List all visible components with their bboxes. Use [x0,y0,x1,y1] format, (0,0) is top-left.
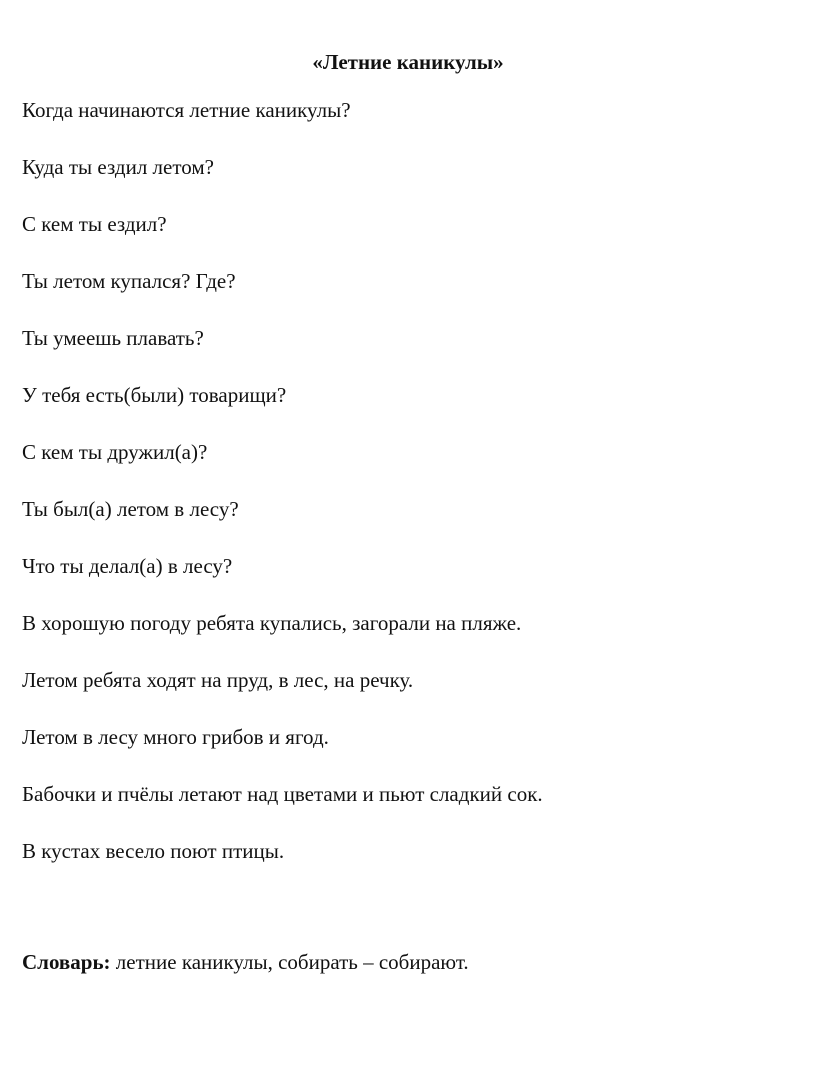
question-line: Когда начинаются летние каникулы? [22,98,351,122]
vocabulary-text: летние каникулы, собирать – собирают. [110,950,469,974]
vocabulary-label: Словарь: [22,950,111,974]
document-title: «Летние каникулы» [312,50,504,74]
sentence-line: В хорошую погоду ребята купались, загорали на пляже. [22,611,522,635]
question-line: Что ты делал(а) в лесу? [22,554,233,578]
sentence-line: Летом ребята ходят на пруд, в лес, на речку. [22,668,414,692]
question-line: Ты летом купался? Где? [22,269,236,293]
question-line: Ты был(а) летом в лесу? [22,497,239,521]
sentence-line: Бабочки и пчёлы летают над цветами и пьют сладкий сок. [22,782,543,806]
sentence-line: Летом в лесу много грибов и ягод. [22,725,329,749]
vocabulary-line [22,948,469,976]
question-line: С кем ты ездил? [22,212,167,236]
question-line: Куда ты ездил летом? [22,155,214,179]
question-line: С кем ты дружил(а)? [22,440,208,464]
sentence-line: В кустах весело поют птицы. [22,839,285,863]
question-line: У тебя есть(были) товарищи? [22,383,287,407]
question-line: Ты умеешь плавать? [22,326,204,350]
